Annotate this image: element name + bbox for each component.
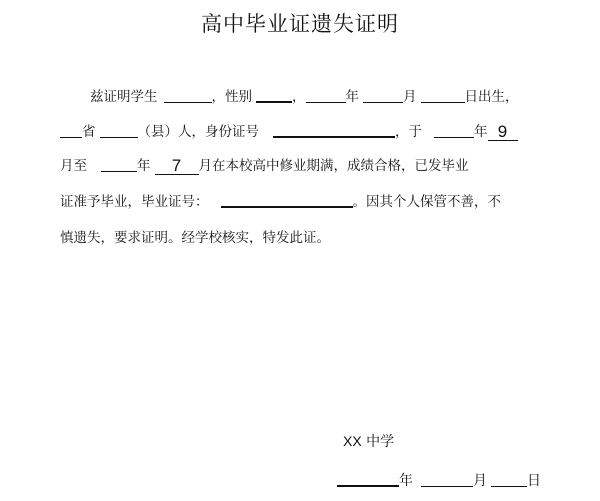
id-number-blank — [273, 121, 395, 138]
text-segment: （县）人，身份证号 — [137, 124, 259, 140]
text-segment: 年 — [345, 89, 359, 105]
enroll-month-value: 9 — [488, 123, 518, 141]
school-signature — [343, 431, 394, 452]
text-segment: 月至 — [60, 158, 87, 174]
text-segment: 日出生， — [464, 89, 519, 105]
school-name-suffix: 中学 — [366, 434, 395, 450]
paragraph-line-1 — [90, 86, 519, 107]
sign-year-blank — [337, 470, 399, 487]
paragraph-line-2 — [60, 121, 518, 142]
text-segment: 省 — [82, 124, 96, 140]
text-segment: 年 — [137, 158, 151, 174]
paragraph-line-5 — [60, 228, 330, 248]
text-segment: 。因其个人保管不善，不 — [352, 194, 501, 210]
page-title: 高中毕业证遗失证明 — [201, 12, 399, 36]
graduate-year-blank — [101, 156, 137, 172]
graduate-month-value: 7 — [155, 157, 199, 175]
signature-date — [337, 470, 541, 491]
text-segment: ， — [292, 89, 306, 105]
year-label: 年 — [399, 473, 413, 489]
text-segment: ，性别 — [211, 89, 252, 105]
enroll-year-blank — [434, 122, 474, 138]
diploma-number-blank — [221, 191, 353, 208]
day-label: 日 — [527, 473, 541, 489]
text-segment: 年 — [474, 124, 488, 140]
birth-year-blank — [306, 87, 346, 103]
paragraph-line-3 — [60, 156, 469, 176]
text-segment: 月 — [403, 89, 417, 105]
province-blank — [60, 122, 82, 138]
student-name-blank — [164, 87, 212, 103]
sign-day-blank — [491, 471, 527, 487]
county-blank — [100, 122, 138, 138]
text-segment: 慎遗失，要求证明。经学校核实，特发此证。 — [60, 230, 330, 246]
month-label: 月 — [473, 473, 487, 489]
text-segment: 证准予毕业，毕业证号： — [60, 194, 209, 210]
gender-blank — [256, 86, 292, 103]
birth-month-blank — [363, 87, 403, 103]
birth-day-blank — [421, 87, 465, 103]
school-name-prefix: XX — [343, 433, 362, 449]
text-segment: 月在本校高中修业期满，成绩合格，已发毕业 — [198, 158, 469, 174]
sign-month-blank — [421, 471, 473, 487]
text-segment: 兹证明学生 — [90, 89, 158, 105]
paragraph-line-4 — [60, 191, 501, 212]
text-segment: ，于 — [395, 124, 422, 140]
